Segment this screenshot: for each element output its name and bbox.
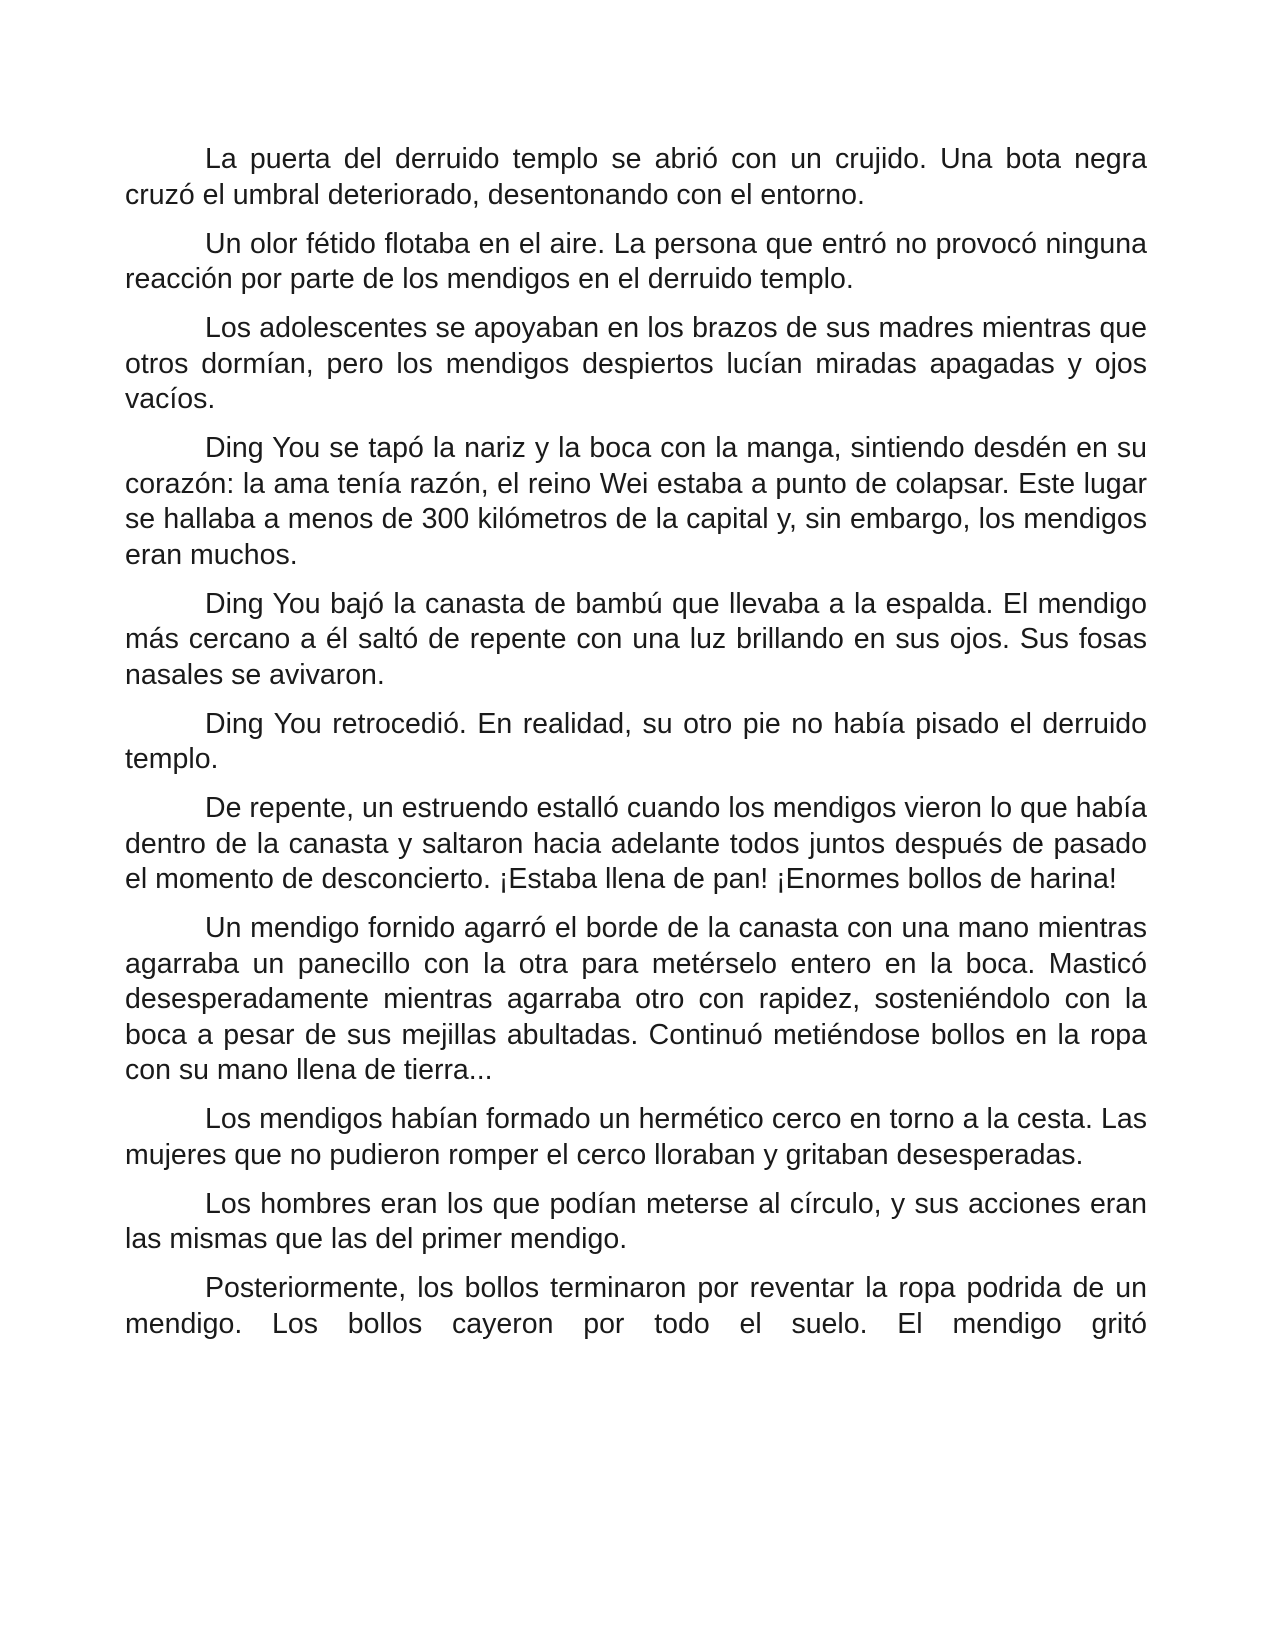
paragraph: Posteriormente, los bollos terminaron por reventar la ropa podrida de un mendigo. Los bollos cayeron por todo el suelo. El mendigo gritó [125,1272,1147,1340]
paragraph: Ding You se tapó la nariz y la boca con la manga, sintiendo desdén en su corazón: la ama tenía razón, el reino Wei estaba a punto de colapsar. Este lugar se hallaba a menos de 300 kilómetros de la capital y, sin embargo, los mendigos eran muchos. [125,432,1147,571]
paragraph: Ding You bajó la canasta de bambú que llevaba a la espalda. El mendigo más cercano a él saltó de repente con una luz brillando en sus ojos. Sus fosas nasales se avivaron. [125,587,1147,691]
body-text [125,142,1147,1356]
paragraph: Un mendigo fornido agarró el borde de la canasta con una mano mientras agarraba un panecillo con la otra para metérselo entero en la boca. Masticó desesperadamente mientras agarraba otro con rapidez, sosteniéndolo con la boca a pesar de sus mejillas abultadas. Continuó metiéndose bollos en la ropa con su mano llena de tierra... [125,912,1147,1086]
paragraph: De repente, un estruendo estalló cuando los mendigos vieron lo que había dentro de la canasta y saltaron hacia adelante todos juntos después de pasado el momento de desconcierto. ¡Estaba llena de pan! ¡Enormes bollos de harina! [125,792,1147,895]
paragraph: Los adolescentes se apoyaban en los brazos de sus madres mientras que otros dormían, pero los mendigos despiertos lucían miradas apagadas y ojos vacíos. [125,312,1147,415]
paragraph: La puerta del derruido templo se abrió con un crujido. Una bota negra cruzó el umbral deteriorado, desentonando con el entorno. [125,143,1147,211]
paragraph: Los mendigos habían formado un hermético cerco en torno a la cesta. Las mujeres que no pudieron romper el cerco lloraban y gritaban desesperadas. [125,1103,1147,1171]
paragraph: Ding You retrocedió. En realidad, su otro pie no había pisado el derruido templo. [125,707,1147,775]
paragraph: Los hombres eran los que podían meterse al círculo, y sus acciones eran las mismas que las del primer mendigo. [125,1187,1147,1255]
paragraph: Un olor fétido flotaba en el aire. La persona que entró no provocó ninguna reacción por parte de los mendigos en el derruido templo. [125,227,1147,295]
